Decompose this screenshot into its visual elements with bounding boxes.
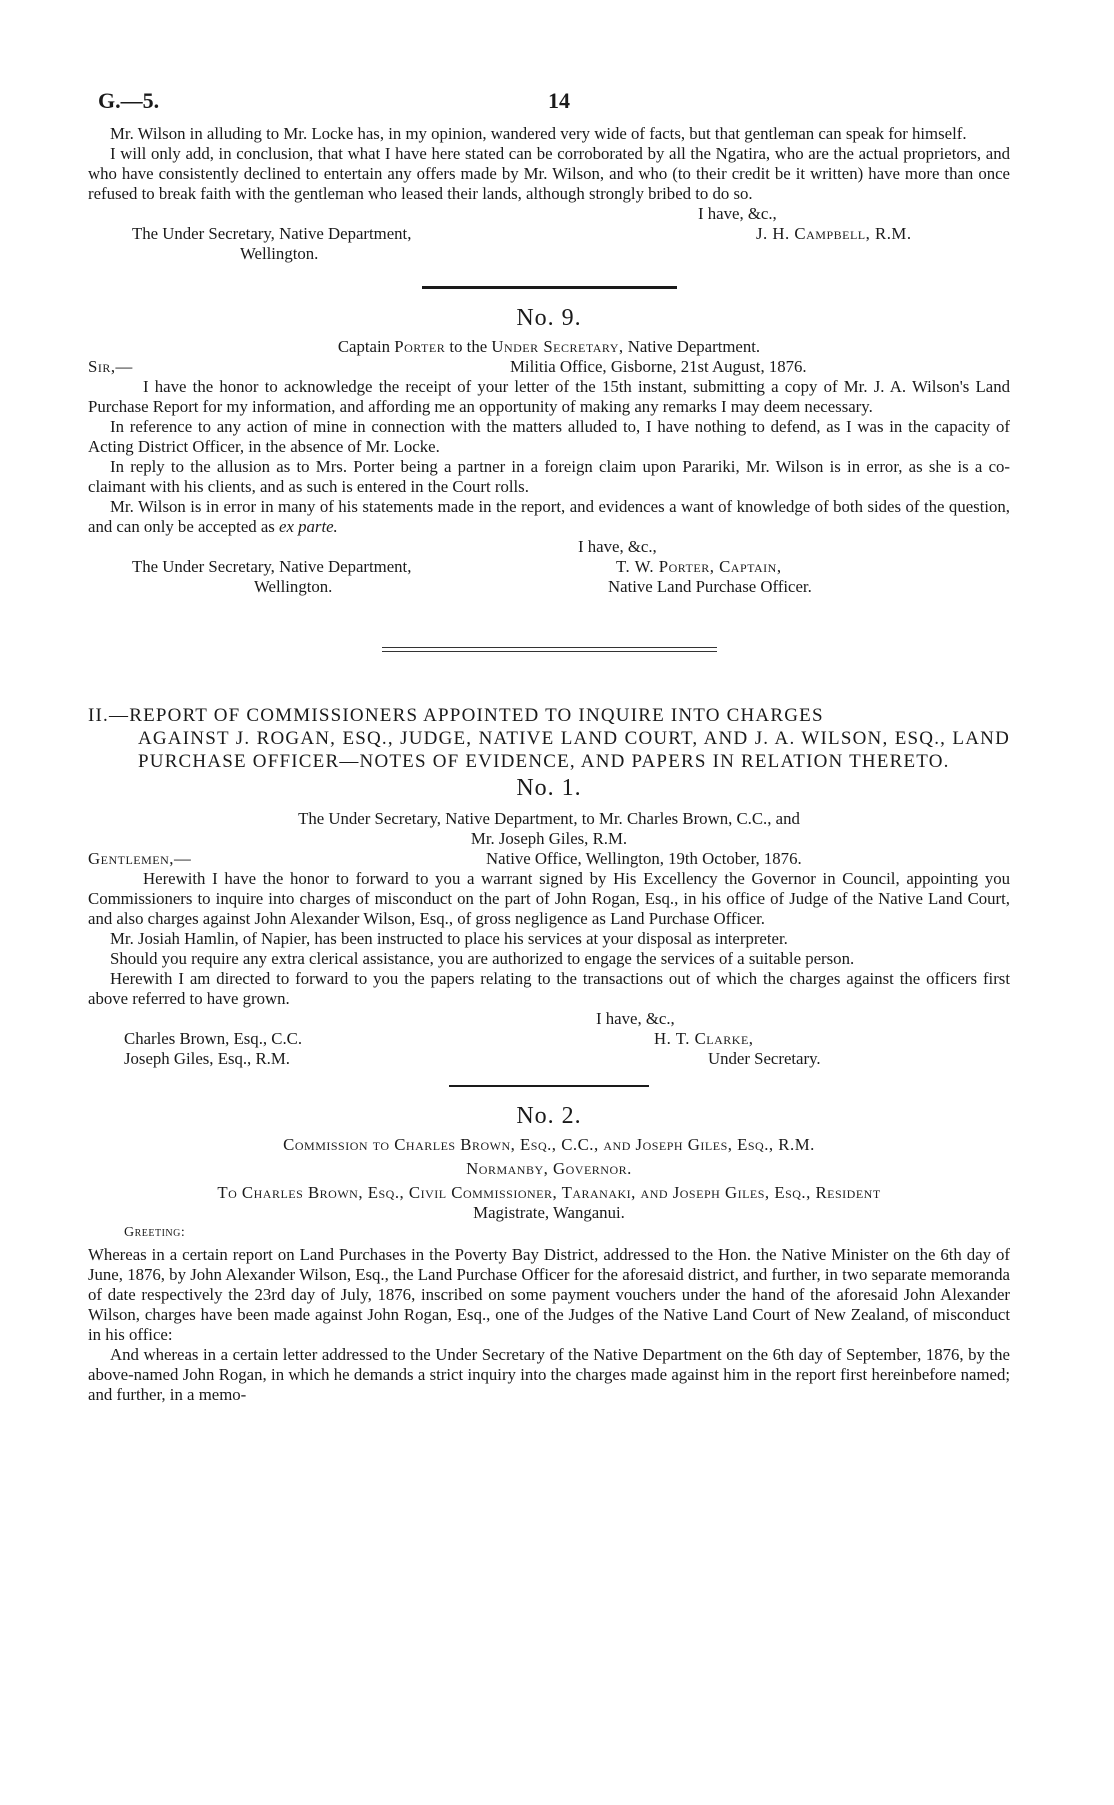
letter-continuation (88, 124, 1010, 264)
paragraph: Should you require any extra clerical assistance, you are authorized to engage the services of a suitable person. (110, 949, 855, 968)
addressee: Charles Brown, Esq., C.C. (124, 1029, 303, 1048)
addressee: The Under Secretary, Native Department, (132, 224, 412, 243)
governor-line: Normanby, Governor. (466, 1159, 632, 1178)
letter-number: No. 2. (516, 1103, 582, 1129)
place-date: Militia Office, Gisborne, 21st August, 1876. (510, 357, 807, 376)
paragraph: Mr. Josiah Hamlin, of Napier, has been instructed to place his services at your disposal as interpreter. (110, 929, 788, 948)
paragraph: In reply to the allusion as to Mrs. Porter being a partner in a foreign claim upon Parariki, Mr. Wilson is in error, as she is a co-claimant with his clients, and as such is entered in the Court rolls. (88, 457, 1010, 496)
addressee: The Under Secretary, Native Department, (132, 557, 412, 576)
paragraph: I will only add, in conclusion, that what I have here stated can be corroborated by all the Ngatira, who are the actual proprietors, and who have consistently declined to entertain any offers made by Mr. Wilson, and who (to their credit be it written) have more than once refused to break faith with the gentleman who leased their lands, although strongly bribed to do so. (88, 144, 1010, 203)
page-header (88, 88, 1010, 124)
letter-no-2 (88, 1101, 1010, 1405)
letter-title: The Under Secretary, Native Department, to Mr. Charles Brown, C.C., and (298, 809, 800, 828)
closing: I have, &c., (698, 204, 777, 223)
paragraph: And whereas in a certain letter addressed to the Under Secretary of the Native Department on the 6th day of September, 1876, by the above-named John Rogan, in which he demands a strict inquiry into the charges made against him in the report first hereinbefore named; and further, in a memo- (88, 1345, 1010, 1404)
letter-number: No. 1. (516, 775, 582, 801)
closing: I have, &c., (596, 1009, 675, 1028)
letter-title-cont: Mr. Joseph Giles, R.M. (470, 829, 628, 848)
greeting: Greeting: (124, 1225, 186, 1240)
signature-title: Under Secretary. (708, 1049, 821, 1068)
report-heading: II.—REPORT OF COMMISSIONERS APPOINTED TO INQUIRE INTO CHARGES AGAINST J. ROGAN, ESQ., JUDGE, NATIVE LAND COURT, AND J. A. WILSON, ESQ., LAND PURCHASE OFFICER—NOTES OF EVIDENCE, AND PAPERS IN RELATION THERETO. (88, 705, 1010, 772)
page-number: 14 (548, 88, 570, 113)
letter-title: Captain Porter to the Under Secretary, Native Department. (337, 337, 761, 356)
signature: J. H. Campbell, R.M. (756, 224, 912, 243)
signature-title: Native Land Purchase Officer. (608, 577, 812, 596)
paragraph: Herewith I have the honor to forward to you a warrant signed by His Excellency the Governor in Council, appointing you Commissioners to inquire into charges of misconduct on the part of John Rogan, Esq., in his office of Judge of the Native Land Court, and also charges against John Alexander Wilson, Esq., of gross negligence as Land Purchase Officer. (88, 869, 1010, 928)
paragraph: Herewith I am directed to forward to you the papers relating to the transactions out of which the charges against the officers first above referred to have grown. (88, 969, 1010, 1008)
addressee: Joseph Giles, Esq., R.M. (124, 1049, 290, 1068)
paragraph: Mr. Wilson in alluding to Mr. Locke has, in my opinion, wandered very wide of facts, but that gentleman can speak for himself. (110, 124, 967, 143)
signature: T. W. Porter, Captain, (616, 557, 782, 576)
addressee-city: Wellington. (240, 244, 319, 263)
addressee-city: Wellington. (254, 577, 333, 596)
to-line-cont: Magistrate, Wanganui. (473, 1203, 625, 1222)
letter-number: No. 9. (516, 305, 582, 331)
to-line: To Charles Brown, Esq., Civil Commissioner, Taranaki, and Joseph Giles, Esq., Resident (217, 1183, 881, 1202)
letter-no-1 (88, 773, 1010, 1069)
paragraph: In reference to any action of mine in connection with the matters alluded to, I have nothing to defend, as I was in the capacity of Acting District Officer, in the absence of Mr. Locke. (88, 417, 1010, 456)
salutation: Gentlemen,— (88, 849, 192, 868)
paragraph: Mr. Wilson is in error in many of his statements made in the report, and evidences a want of knowledge of both sides of the question, and can only be accepted as ex parte. (88, 497, 1010, 536)
paragraph: I have the honor to acknowledge the receipt of your letter of the 15th instant, submitting a copy of Mr. J. A. Wilson's Land Purchase Report for my information, and affording me an opportunity of making any remarks I may deem necessary. (88, 377, 1010, 416)
commission-title: Commission to Charles Brown, Esq., C.C., and Joseph Giles, Esq., R.M. (283, 1135, 815, 1154)
place-date: Native Office, Wellington, 19th October, 1876. (486, 849, 802, 868)
closing: I have, &c., (578, 537, 657, 556)
letter-no-9 (88, 303, 1010, 597)
signature: H. T. Clarke, (654, 1029, 754, 1048)
document-page (88, 88, 1010, 1405)
salutation: Sir,— (88, 357, 133, 376)
document-reference: G.—5. (98, 88, 160, 113)
paragraph: Whereas in a certain report on Land Purchases in the Poverty Bay District, addressed to the Hon. the Native Minister on the 6th day of June, 1876, by John Alexander Wilson, Esq., the Land Purchase Officer for the aforesaid district, and further, in two separate memoranda of date respectively the 23rd day of July, 1876, inscribed on some payment vouchers under the hand of the aforesaid John Alexander Wilson, charges have been made against John Rogan, Esq., one of the Judges of the Native Land Court of New Zealand, of misconduct in his office: (88, 1245, 1010, 1344)
